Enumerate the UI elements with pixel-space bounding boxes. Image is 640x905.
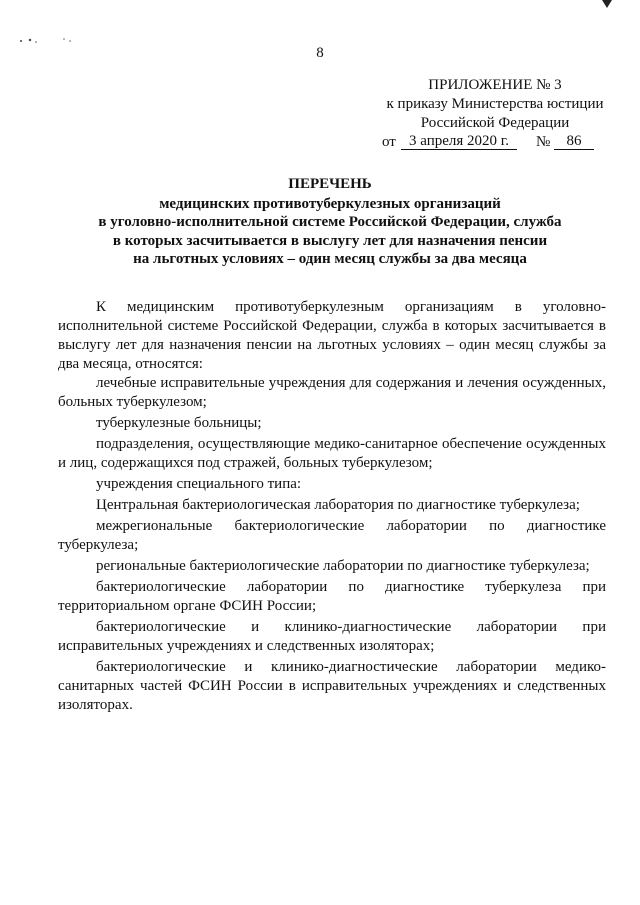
date-prefix: от xyxy=(382,134,396,150)
title-line: в которых засчитывается в выслугу лет для назначения пенсии xyxy=(112,232,548,249)
list-item: бактериологические и клинико-диагностические лаборатории медико-санитарных частей ФСИН России в исправительных учреждениях и следственных изоляторах. xyxy=(58,659,606,713)
title-line: в уголовно-исполнительной системе Российской Федерации, служба xyxy=(98,214,562,230)
appendix-title: ПРИЛОЖЕНИЕ № 3 xyxy=(428,77,562,93)
appendix-order: к приказу Министерства юстиции xyxy=(386,96,604,112)
list-item: учреждения специального типа: xyxy=(96,476,302,492)
document-body xyxy=(58,298,606,715)
list-item: туберкулезные больницы; xyxy=(96,415,262,431)
list-item: бактериологические лаборатории по диагностике туберкулеза при территориальном органе ФСИН России; xyxy=(58,579,606,614)
title-heading: ПЕРЕЧЕНЬ xyxy=(288,176,372,192)
title-line: на льготных условиях – один месяц службы за два месяца xyxy=(133,251,527,267)
list-item: Центральная бактериологическая лаборатория по диагностике туберкулеза; xyxy=(96,497,580,513)
list-item: межрегиональные бактериологические лаборатории по диагностике туберкулеза; xyxy=(58,518,606,553)
number-prefix: № xyxy=(536,134,551,150)
list-item: бактериологические и клинико-диагностические лаборатории при исправительных учреждениях и следственных изоляторах; xyxy=(58,619,606,654)
date-value: 3 апреля 2020 г. xyxy=(401,133,517,150)
intro-paragraph: К медицинским противотуберкулезным организациям в уголовно-исполнительной системе Российской Федерации, служба в которых засчитывается в выслугу лет для назначения пенсии на льготных условиях – один месяц службы за два месяца, относятся: xyxy=(58,299,606,372)
number-value: 86 xyxy=(554,133,594,150)
appendix-date-line xyxy=(380,133,610,152)
list-item: подразделения, осуществляющие медико-санитарное обеспечение осужденных и лиц, содержащихся под стражей, больных туберкулезом; xyxy=(58,436,606,471)
scan-mark-icon xyxy=(602,0,612,8)
appendix-block xyxy=(380,76,610,152)
title-line: медицинских противотуберкулезных организаций xyxy=(159,195,501,212)
document-title xyxy=(40,175,620,269)
list-item: региональные бактериологические лаборатории по диагностике туберкулеза; xyxy=(96,558,590,574)
page-number: 8 xyxy=(316,45,324,61)
appendix-ministry: Российской Федерации xyxy=(420,115,570,131)
list-item: лечебные исправительные учреждения для содержания и лечения осужденных, больных туберкулезом; xyxy=(58,375,606,410)
